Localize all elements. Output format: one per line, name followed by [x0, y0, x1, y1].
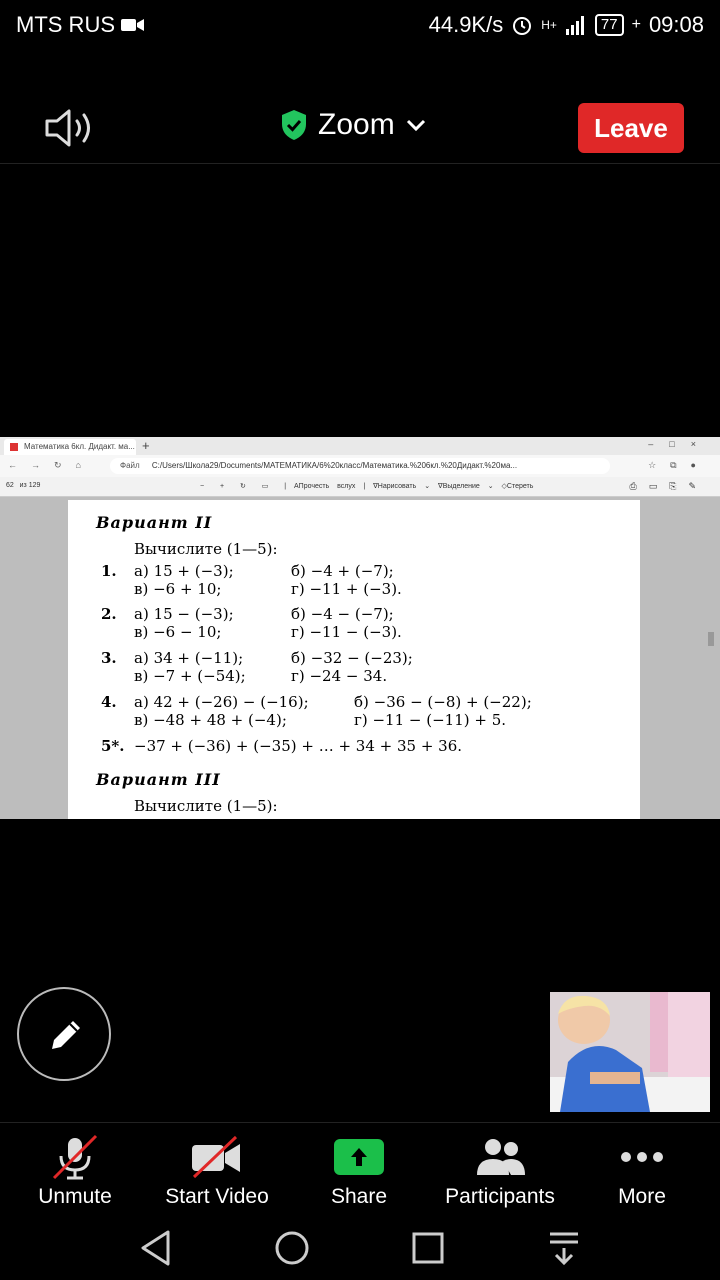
video-camera-muted-icon — [190, 1135, 244, 1179]
problem-number: 1. — [101, 562, 117, 580]
scrollbar[interactable] — [708, 632, 714, 646]
pdf-right-icons[interactable]: ⎙▭⎘✎ — [629, 481, 708, 491]
exercise: г) −11 − (−11) + 5. — [354, 711, 507, 729]
exercise: а) 15 + (−3); — [134, 562, 234, 580]
exercise: в) −48 + 48 + (−4); — [134, 711, 287, 729]
instruction-text: Вычислите (1—5): — [134, 540, 278, 558]
browser-tabbar — [0, 437, 720, 455]
exercise: а) 42 + (−26) − (−16); — [134, 693, 309, 711]
shield-check-icon — [280, 109, 308, 141]
pdf-toolbar — [0, 477, 720, 497]
pencil-icon — [46, 1015, 86, 1055]
browser-tab[interactable]: Математика 6кл. Дидакт. ма... — [4, 439, 136, 455]
home-icon[interactable] — [274, 1228, 310, 1268]
meeting-title-dropdown[interactable] — [280, 108, 427, 142]
exercise: б) −36 − (−8) + (−22); — [354, 693, 532, 711]
battery-indicator: 77 — [595, 14, 624, 36]
exercise: а) 34 + (−11); — [134, 649, 244, 667]
recents-icon[interactable] — [410, 1228, 446, 1268]
carrier-label: MTS RUS — [16, 12, 145, 38]
problem-number: 4. — [101, 693, 117, 711]
share-button[interactable]: Share — [289, 1135, 429, 1209]
unmute-button[interactable]: Unmute — [5, 1135, 145, 1209]
exercise: в) −6 − 10; — [134, 623, 222, 641]
chevron-down-icon — [405, 118, 427, 132]
new-tab-icon[interactable]: + — [142, 438, 150, 453]
browser-toolbar-icons[interactable]: ☆⧉● — [648, 460, 710, 470]
problem-number: 2. — [101, 605, 117, 623]
exercise: б) −4 + (−7); — [291, 562, 394, 580]
pdf-tools[interactable]: − + ↻ ▭ | AПрочесть вслух | ∇Нарисовать ⌄ ∇Выделение ⌄ ◇Стереть — [200, 483, 534, 490]
exercise: в) −6 + 10; — [134, 580, 222, 598]
meeting-header — [0, 90, 720, 164]
more-button[interactable]: More — [572, 1135, 712, 1209]
speaker-icon[interactable] — [44, 108, 96, 148]
exercise: г) −11 − (−3). — [291, 623, 402, 641]
exercise: в) −7 + (−54); — [134, 667, 246, 685]
variant-heading: Вариант III — [96, 770, 221, 789]
exercise: г) −24 − 34. — [291, 667, 388, 685]
status-bar — [0, 0, 720, 50]
instruction-text: Вычислите (1—5): — [134, 797, 278, 815]
pdf-page — [68, 500, 640, 819]
exercise: −37 + (−36) + (−35) + … + 34 + 35 + 36. — [134, 737, 463, 755]
signal-icon — [565, 15, 587, 35]
microphone-muted-icon — [50, 1134, 100, 1180]
exercise: г) −11 + (−3). — [291, 580, 402, 598]
exercise: б) −32 − (−23); — [291, 649, 413, 667]
browser-address-bar — [0, 455, 720, 477]
problem-number: 3. — [101, 649, 117, 667]
video-notification-icon — [121, 17, 145, 33]
meeting-toolbar — [0, 1122, 720, 1218]
participants-button[interactable]: Participants — [430, 1135, 570, 1209]
browser-nav-icons[interactable]: ←→↻⌂ — [8, 460, 95, 470]
leave-button[interactable]: Leave — [578, 103, 684, 153]
page-indicator[interactable]: 62 из 129 — [6, 482, 41, 489]
charging-icon: + — [631, 16, 641, 33]
annotate-button[interactable] — [17, 987, 111, 1081]
net-speed: 44.9K/s — [428, 12, 504, 37]
share-icon — [334, 1139, 384, 1175]
exercise: а) 15 − (−3); — [134, 605, 234, 623]
more-dots-icon — [620, 1151, 664, 1163]
notification-drawer-icon[interactable] — [546, 1228, 582, 1268]
start-video-button[interactable]: Start Video — [147, 1135, 287, 1209]
pdf-favicon-icon — [10, 443, 18, 451]
clock: 09:08 — [648, 12, 704, 37]
variant-heading: Вариант II — [96, 513, 213, 532]
exercise: б) −4 − (−7); — [291, 605, 394, 623]
meeting-title: Zoom — [318, 108, 395, 141]
back-icon[interactable] — [138, 1228, 174, 1268]
participants-icon — [473, 1137, 527, 1177]
alarm-icon — [511, 14, 533, 36]
url-field[interactable]: Файл C:/Users/Школа29/Documents/МАТЕМАТИКА/6%20класс/Математика.%206кл.%20Дидакт.%20ма... — [110, 458, 610, 474]
android-nav-bar — [0, 1218, 720, 1280]
shared-screen[interactable] — [0, 437, 720, 819]
problem-number: 5*. — [101, 737, 125, 755]
network-type: H+ — [541, 18, 557, 32]
self-video-thumbnail[interactable] — [550, 992, 710, 1112]
window-controls[interactable]: –□× — [648, 439, 712, 449]
